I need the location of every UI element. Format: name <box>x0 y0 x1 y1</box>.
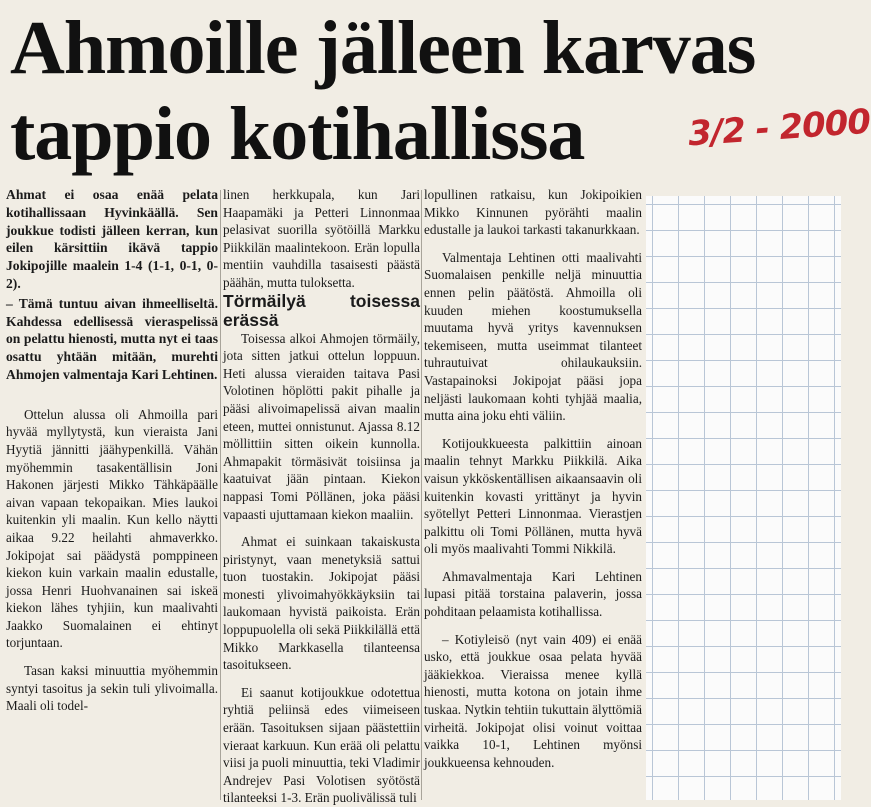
handwritten-date: 3/2 - 2000 <box>686 101 871 155</box>
body-paragraph: Kotijoukkueesta palkittiin ainoan maalin tehnyt Markku Piikkilä. Aika vaisun ykköskentällisen aikaansaavin oli kuitenkin kovasti yrittänyt ja hyvin syötellyt Petteri Linnonmaa. Vierastjen palkittu oli Tomi Pöllänen, mutta hyvä oli myös maalivahti Tommi Nikkilä. <box>424 435 642 557</box>
body-paragraph: Tasan kaksi minuuttia myöhemmin syntyi tasoitus ja sekin tuli ylivoimalla. Maali oli todel- <box>6 663 218 714</box>
body-paragraph: linen herkkupala, kun Jari Haapamäki ja Petteri Linnonmaa pelasivat suorilla syötöillä Markku Piikkilän maalintekoon. Erän lopulla mentiin vauhdilla tasaisesti päästä päähän, mutta tuloksetta. <box>223 187 420 290</box>
section-subhead: Törmäilyä toisessa erässä <box>223 290 420 330</box>
column-rule-1 <box>220 190 221 800</box>
lead-quote: – Tämä tuntuu aivan ihmeelliseltä. Kahdessa edellisessä vieraspelissä on pelattu hienosti, mutta nyt ei taas osattu yhtään mitään, murehti Ahmojen valmentaja Kari Lehtinen. <box>6 295 218 382</box>
article-column-3 <box>424 186 642 771</box>
body-paragraph: – Kotiyleisö (nyt vain 409) ei enää usko, että joukkue osaa pelata hyvää jääkiekkoa. Vieraissa menee kyllä hienosti, mutta kotona on jotain ihme tuskaa. Nytkin tehtiin tukuttain älyttömiä virheitä. Jokipojat olisi voinut voittaa vaikka 10-1, Lehtinen myönsi joukkueensa kehnouden. <box>424 631 642 770</box>
headline-line-1: Ahmoille jälleen karvas <box>10 6 756 90</box>
grid-paper-background <box>646 196 841 800</box>
lead-paragraph: Ahmat ei osaa enää pelata kotihallissaan Hyvinkäällä. Sen joukkue todisti jälleen kerran, kun eilen kärsittiin ikävä tappio Jokipojille maalein 1-4 (1-1, 0-1, 0-2). <box>6 187 218 291</box>
article-column-1 <box>6 186 218 715</box>
headline-line-2: tappio kotihallissa <box>10 92 585 176</box>
body-paragraph: Ahmat ei suinkaan takaiskusta piristynyt, vaan menetyksiä sattui tuon tuostakin. Jokipojat pääsi monesti ylivoimahyökkäyksiin tai laukomaan hyvistä paikoista. Erän loppupuolella oli sekä Piikkilällä että Mikko Markkasella tilanteensa tasoitukseen. <box>223 534 420 673</box>
article-column-2 <box>223 186 420 807</box>
body-paragraph: Ei saanut kotijoukkue odotettua ryhtiä peliinsä edes viimeiseen erään. Tasoituksen sijaan päästettiin vieraat karkuun. Kun erää oli pelattu viisi ja puoli minuuttia, teki Vladimir Andrejev Pasi Volotisen syötöstä tilanteeksi 1-3. Erän puolivälissä tuli <box>223 684 420 806</box>
body-paragraph: lopullinen ratkaisu, kun Jokipoikien Mikko Kinnunen pyörähti maalin edustalle ja laukoi tarkasti takanurkkaan. <box>424 187 642 238</box>
body-paragraph: Ottelun alussa oli Ahmoilla pari hyvää myllytystä, kun vieraista Jani Hyytiä jännitti jäähypenkillä. Vähän myöhemmin tasakentällisin Joni Hakonen järjesti Mikko Tähkäpäälle aivan vapaan tekopaikan. Mies laukoi kuitenkin yli maalin. Kun kello näytti aikaa 9.22 heilahti ahmaverkko. Jokipojat sai päädystä pomppineen kiekon kuin varkain maalin edustalle, jossa Henri Huohvanainen sai iskeä kiekon lähes tyhjiin, kun maalivahti Jaakko Suomalainen ei ehtinyt torjuntaan. <box>6 406 218 651</box>
column-rule-2 <box>421 190 422 800</box>
body-paragraph: Ahmavalmentaja Kari Lehtinen lupasi pitää torstaina palaverin, jossa pohditaan pelaamista kotihallissa. <box>424 568 642 620</box>
body-paragraph: Valmentaja Lehtinen otti maalivahti Suomalaisen penkille neljä minuuttia ennen pelin päätöstä. Ahmoilla oli kuuden miehen koostumuksella muutama hyvä yritys kavennuksen tekemiseen, mutta useimmat tilanteet tuhrautuivat ohilaukauksiin. Vastapainoksi Jokipojat pääsi jopa neljästi laukomaan kohti tyhjää maalia, mutta aina joku ehti väliin. <box>424 249 642 424</box>
body-paragraph: Toisessa alkoi Ahmojen törmäily, jota sitten jatkui ottelun loppuun. Heti alussa vieraiden taitava Pasi Volotinen höplötti pakit pihalle ja pääsi alivoimapelissä aivan maalin eteen, muttei onnistunut. Ajassa 8.12 möllittiin sitten oikein kunnolla. Ahmapakit törmäsivät toisiinsa ja kaatuivat jään pintaan. Kiekon nappasi Tomi Pöllänen, joka pääsi vapaasti ujuttamaan kiekon maaliin. <box>223 330 420 522</box>
